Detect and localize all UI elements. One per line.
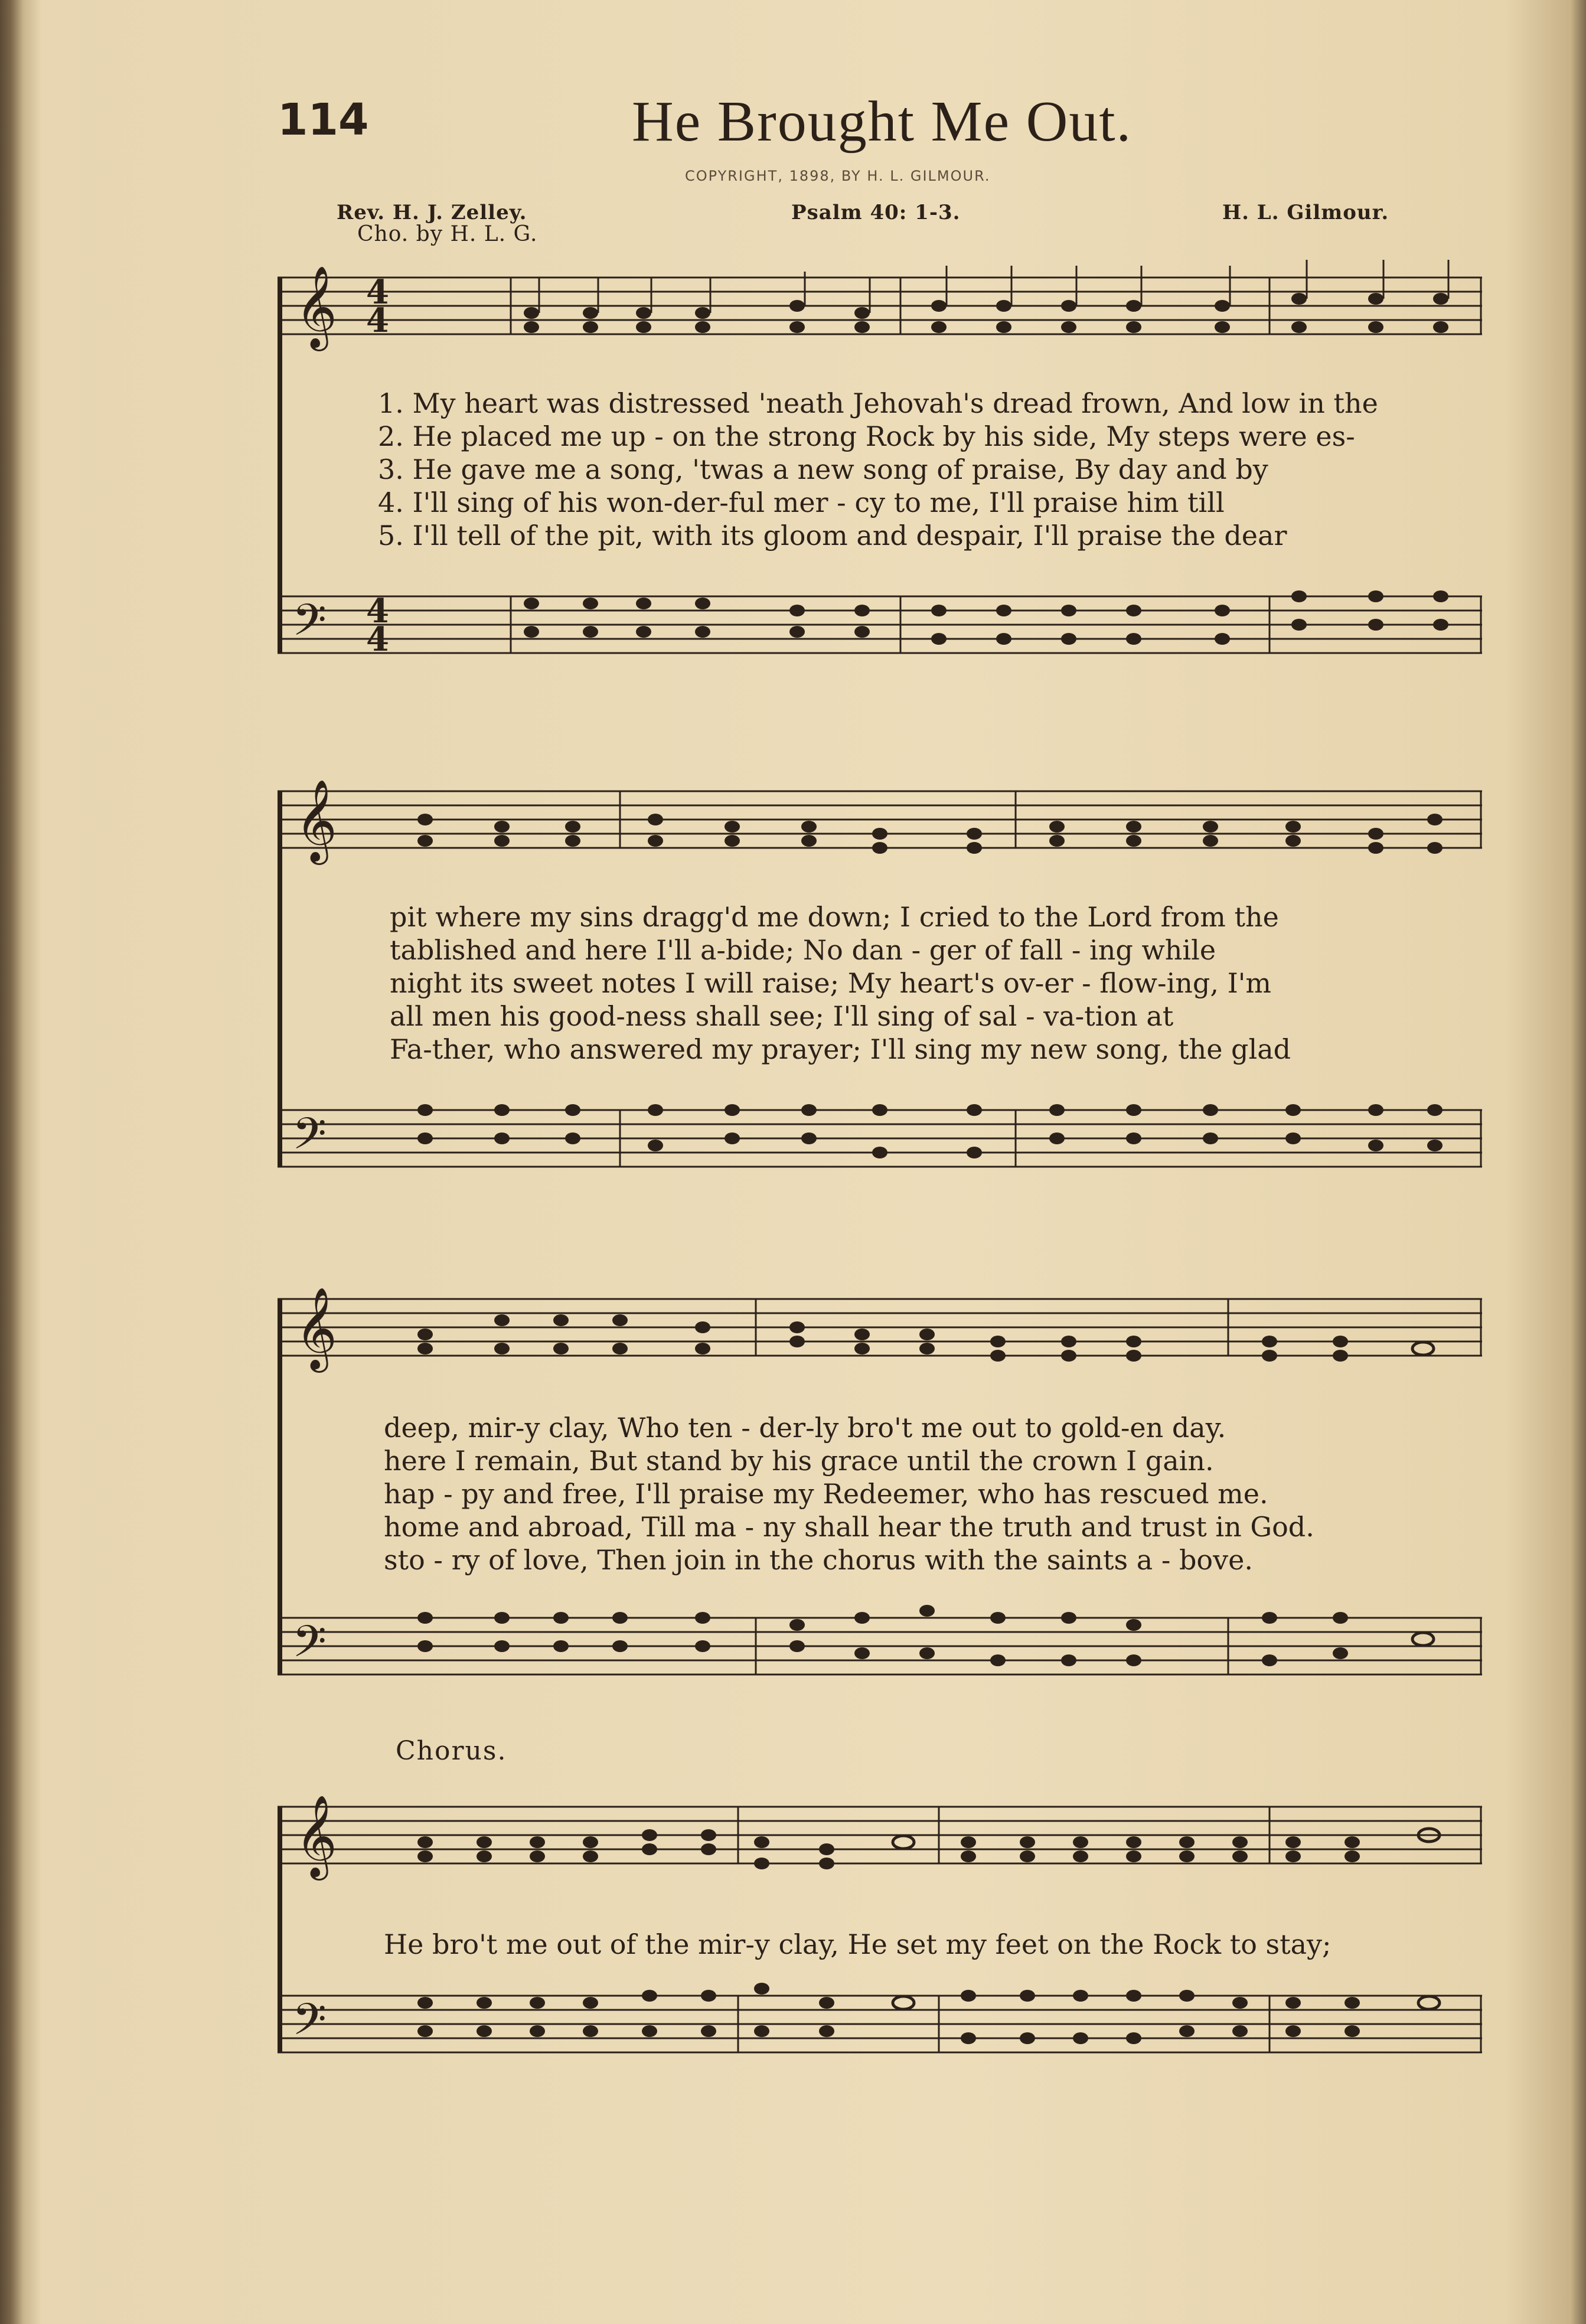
verse1-line1: 1. My heart was distressed 'neath Jehovah's dread frown, And low in the [378, 387, 1378, 419]
verse4-line1: 4. I'll sing of his won-der-ful mer - cy to me, I'll praise him till [378, 487, 1225, 518]
bass-clef-icon: 𝄢 [292, 1616, 327, 1678]
verse5-line3: sto - ry of love, Then join in the chorus with the saints a - bove. [384, 1544, 1253, 1576]
bass-clef-icon: 𝄢 [292, 1108, 327, 1170]
verse2-line2: tablished and here I'll a-bide; No dan - ger of fall - ing while [390, 934, 1216, 966]
verse3-line1: 3. He gave me a song, 'twas a new song of praise, By day and by [378, 453, 1268, 485]
verse5-line2: Fa-ther, who answered my prayer; I'll sing my new song, the glad [390, 1033, 1291, 1065]
treble-notes [524, 293, 1448, 333]
bass-clef-icon: 𝄢 [292, 595, 327, 657]
lyricist-credit: Rev. H. J. Zelley. [337, 201, 527, 224]
verses-line1-block [378, 387, 1378, 552]
svg-text:4: 4 [366, 273, 389, 312]
treble-clef-icon: 𝄞 [295, 779, 337, 861]
treble-clef-icon: 𝄞 [295, 1287, 337, 1369]
svg-text:4: 4 [366, 301, 389, 340]
chorus-label: Chorus. [396, 1736, 507, 1766]
bass-notes [524, 590, 1448, 645]
verse4-line2: all men his good-ness shall see; I'll sing of sal - va-tion at [390, 1000, 1174, 1032]
verse3-line2: night its sweet notes I will raise; My heart's ov-er - flow-ing, I'm [390, 967, 1272, 999]
verses-line2-block [390, 900, 1291, 1066]
scripture-reference: Psalm 40: 1-3. [791, 201, 961, 224]
copyright-notice: COPYRIGHT, 1898, BY H. L. GILMOUR. [685, 168, 991, 184]
treble-clef-icon: 𝄞 [295, 266, 337, 348]
chorus-line1: He bro't me out of the mir-y clay, He set my feet on the Rock to stay; [384, 1928, 1332, 1960]
treble-clef-icon: 𝄞 [295, 1795, 337, 1877]
verse3-line3: hap - py and free, I'll praise my Redeemer, who has rescued me. [384, 1478, 1268, 1510]
hymn-title: He Brought Me Out. [632, 90, 1133, 154]
svg-text:4: 4 [366, 620, 389, 659]
verse2-line3: here I remain, But stand by his grace until the crown I gain. [384, 1445, 1214, 1477]
composer-credit: H. L. Gilmour. [1222, 201, 1389, 224]
chorus-credit: Cho. by H. L. G. [357, 222, 538, 246]
verse5-line1: 5. I'll tell of the pit, with its gloom and despair, I'll praise the dear [378, 520, 1287, 551]
verse2-line1: 2. He placed me up - on the strong Rock by his side, My steps were es- [378, 420, 1355, 452]
verse1-line2: pit where my sins dragg'd me down; I cried to the Lord from the [390, 901, 1279, 933]
verses-line3-block [384, 1411, 1314, 1576]
page-number: 114 [278, 94, 369, 145]
bass-clef-icon: 𝄢 [292, 1994, 327, 2056]
svg-text:4: 4 [366, 592, 389, 631]
verse1-line3: deep, mir-y clay, Who ten - der-ly bro't me out to gold-en day. [384, 1412, 1226, 1444]
verse4-line3: home and abroad, Till ma - ny shall hear the truth and trust in God. [384, 1511, 1314, 1543]
